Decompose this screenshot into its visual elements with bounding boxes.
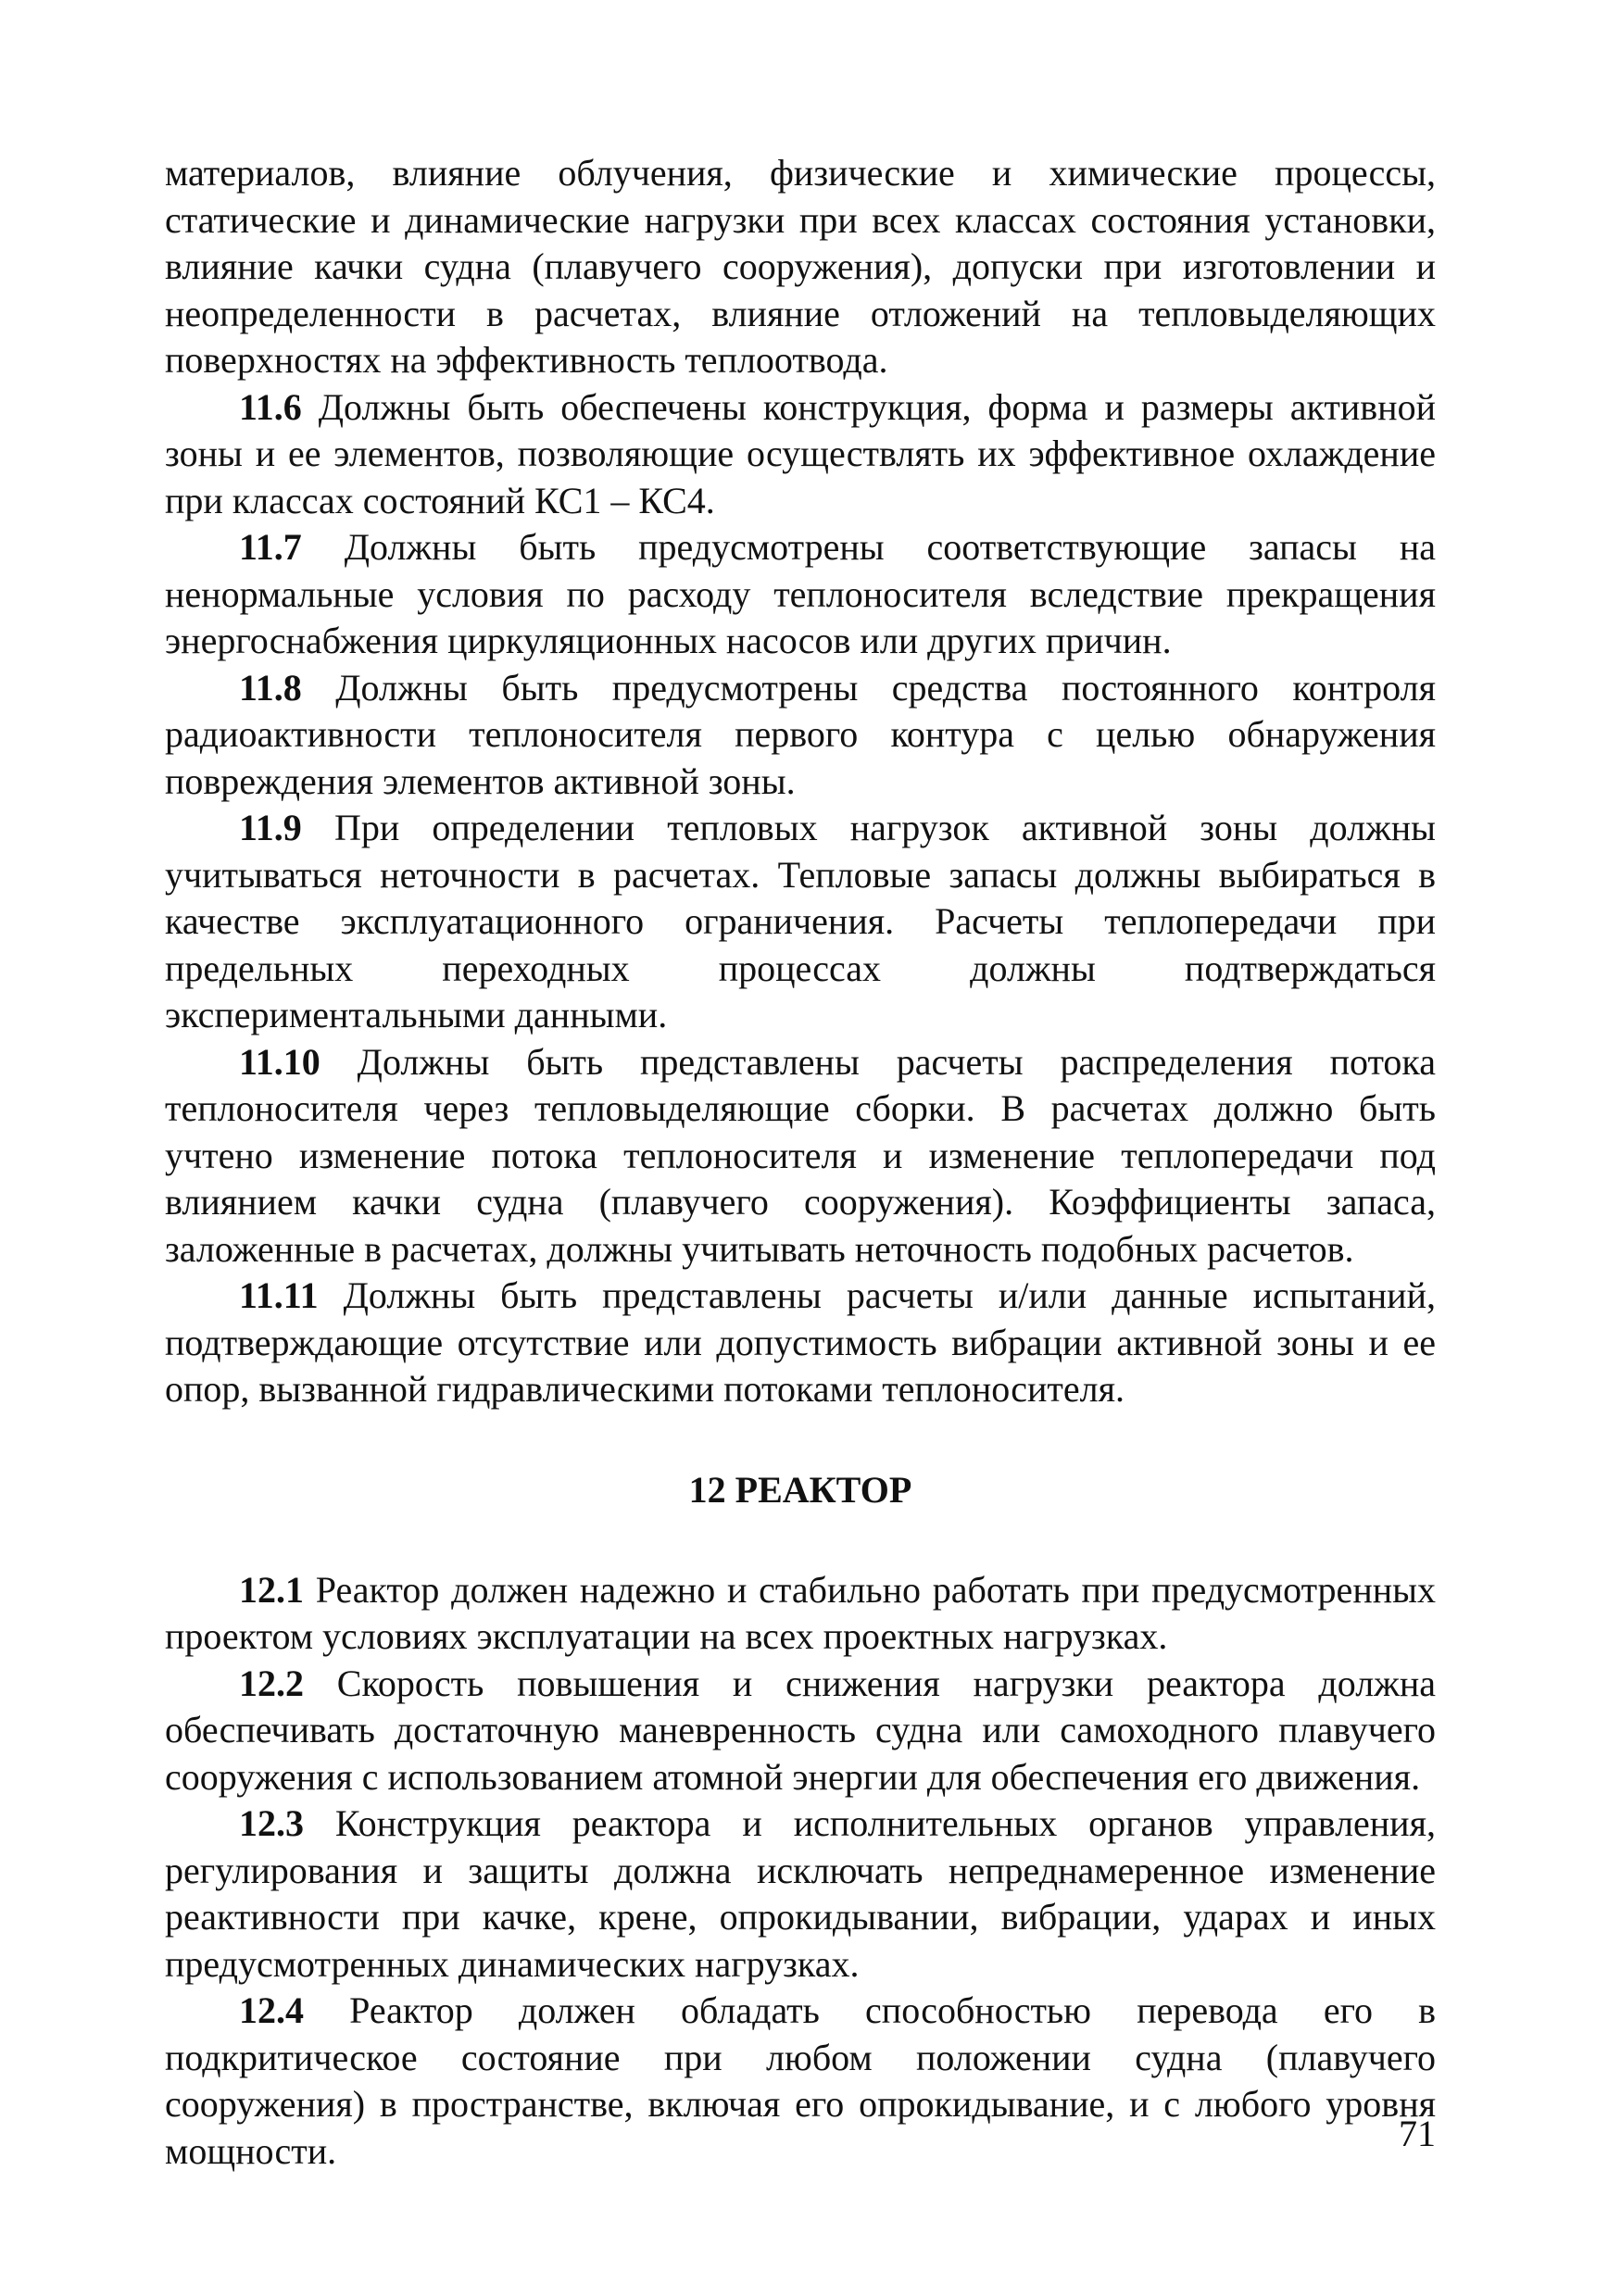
clause-11-8: [165, 665, 1436, 806]
clause-number: 11.7: [239, 526, 302, 568]
clause-number: 12.4: [239, 1989, 304, 2031]
clause-11-10: [165, 1039, 1436, 1273]
section-heading: 12 РЕАКТОР: [688, 1468, 912, 1511]
clause-number: 11.11: [239, 1274, 319, 1316]
clause-11-11: [165, 1273, 1436, 1413]
clause-number: 12.1: [239, 1568, 304, 1611]
document-page: [165, 150, 1436, 2243]
clause-12-2: [165, 1661, 1436, 1801]
clause-number: 11.8: [239, 666, 302, 709]
clause-number: 11.6: [239, 385, 302, 428]
clause-12-1: [165, 1567, 1436, 1661]
clause-text: Должны быть обеспечены конструкция, форма и размеры активной зоны и ее элементов, позволяющие осуществлять их эффективное охлаждение при классах состояний КС1 – КС4.: [165, 385, 1436, 521]
clause-11-6: [165, 384, 1436, 525]
clause-text: Должны быть предусмотрены средства постоянного контроля радиоактивности теплоносителя первого контура с целью обнаружения повреждения элементов активной зоны.: [165, 666, 1436, 802]
clause-text: Реактор должен надежно и стабильно работать при предусмотренных проектом условиях эксплуатации на всех проектных нагрузках.: [165, 1568, 1436, 1657]
clause-text: Конструкция реактора и исполнительных органов управления, регулирования и защиты должна исключать непреднамеренное изменение реактивности при качке, крене, опрокидывании, вибрации, ударах и иных предусмотренных динамических нагрузках.: [165, 1802, 1436, 1985]
clause-text: Скорость повышения и снижения нагрузки реактора должна обеспечивать достаточную маневренность судна или самоходного плавучего сооружения с использованием атомной энергии для обеспечения его движения.: [165, 1662, 1436, 1798]
clause-text: Должны быть предусмотрены соответствующие запасы на ненормальные условия по расходу теплоносителя вследствие прекращения энергоснабжения циркуляционных насосов или других причин.: [165, 526, 1436, 661]
clause-number: 12.3: [239, 1802, 304, 1844]
clause-text: Реактор должен обладать способностью перевода его в подкритическое состояние при любом положении судна (плавучего сооружения) в пространстве, включая его опрокидывание, и с любого уровня мощности.: [165, 1989, 1436, 2172]
clause-number: 12.2: [239, 1662, 304, 1704]
intro-paragraph: материалов, влияние облучения, физические и химические процессы, статические и динамические нагрузки при всех классах состояния установки, влияние качки судна (плавучего сооружения), допуски при изготовлении и неопределенности в расчетах, влияние отложений на тепловыделяющих поверхностях на эффективность теплоотвода.: [165, 152, 1436, 381]
clause-11-9: [165, 805, 1436, 1039]
clause-12-3: [165, 1800, 1436, 1988]
clause-12-4: [165, 1988, 1436, 2175]
clause-text: Должны быть представлены расчеты и/или данные испытаний, подтверждающие отсутствие или допустимость вибрации активной зоны и ее опор, вызванной гидравлическими потоками теплоносителя.: [165, 1274, 1436, 1410]
clause-text: При определении тепловых нагрузок активной зоны должны учитываться неточности в расчетах. Тепловые запасы должны выбираться в качестве эксплуатационного ограничения. Расчеты теплопередачи при предельных переходных процессах должны подтверждаться экспериментальными данными.: [165, 807, 1436, 1035]
clause-text: Должны быть представлены расчеты распределения потока теплоносителя через тепловыделяющие сборки. В расчетах должно быть учтено изменение потока теплоносителя и изменение теплопередачи под влиянием качки судна (плавучего сооружения). Коэффициенты запаса, заложенные в расчетах, должны учитывать неточность подобных расчетов.: [165, 1040, 1436, 1270]
clause-11-7: [165, 524, 1436, 665]
clause-number: 11.10: [239, 1040, 320, 1083]
clause-number: 11.9: [239, 807, 302, 848]
page-number: 71: [1399, 2113, 1436, 2154]
